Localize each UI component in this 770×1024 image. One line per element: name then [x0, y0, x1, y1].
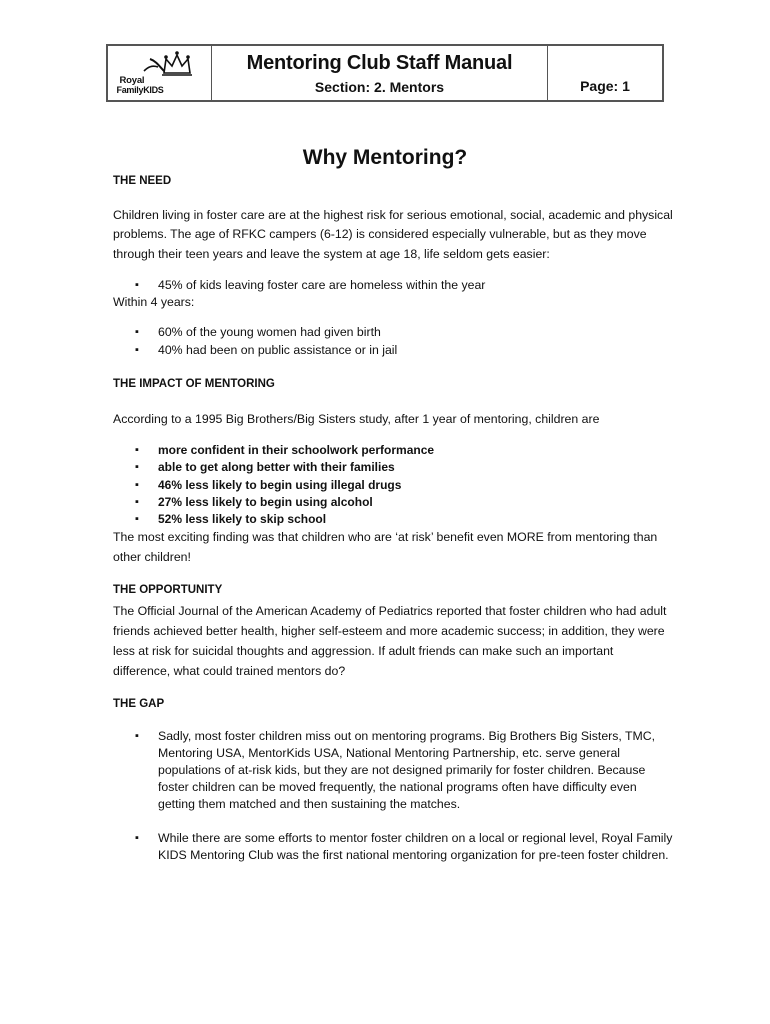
header-title-cell — [212, 46, 548, 100]
need-list-2 — [113, 324, 673, 359]
gap-list — [113, 728, 673, 864]
opportunity-paragraph: The Official Journal of the American Academy of Pediatrics reported that foster children who had adult friends achieved better health, higher self-esteem and more academic success; in addition, they were less at risk for suicidal thoughts and aggression. If adult friends can make such an important difference, what could trained mentors do? — [113, 603, 667, 678]
list-item: ▪ Sadly, most foster children miss out on mentoring programs. Big Brothers Big Sisters, TMC, Mentoring USA, MentorKids USA, National Mentoring Partnership, etc. serve general populations of at-risk kids, but they are not designed primarily for foster children. Because foster children can be moved frequently, the national programs often have difficulty even getting them matched and then sustaining the matches. — [113, 728, 673, 813]
list-item: ▪ more confident in their schoolwork performance — [113, 442, 673, 459]
document-header — [106, 44, 664, 102]
section-label: Section: 2. Mentors — [314, 79, 445, 95]
manual-title: Mentoring Club Staff Manual — [246, 52, 513, 74]
list-item: ▪ 46% less likely to begin using illegal drugs — [113, 477, 673, 494]
heading-the-need: THE NEED — [113, 175, 172, 187]
list-item: ▪ 45% of kids leaving foster care are homeless within the year — [113, 276, 673, 296]
list-item: ▪ able to get along better with their families — [113, 459, 673, 476]
list-item: ▪ 27% less likely to begin using alcohol — [113, 494, 673, 511]
heading-the-gap: THE GAP — [113, 697, 165, 710]
within-4-years: Within 4 years: — [113, 294, 195, 309]
impact-closing: The most exciting finding was that children who are ‘at risk’ benefit even MORE from mentoring than other children! — [113, 530, 658, 564]
logo-text-familykids: FamilyKIDS — [116, 85, 164, 95]
list-item: ▪ 40% had been on public assistance or in jail — [113, 342, 673, 360]
impact-intro: According to a 1995 Big Brothers/Big Sisters study, after 1 year of mentoring, children are — [113, 411, 600, 426]
logo-text-royal: Royal — [119, 75, 145, 86]
page-number: Page: 1 — [580, 78, 630, 94]
heading-the-opportunity: THE OPPORTUNITY — [113, 584, 223, 597]
need-list-1 — [113, 276, 673, 296]
logo-cell — [108, 46, 212, 100]
list-item: ▪ While there are some efforts to mentor foster children on a local or regional level, Royal Family KIDS Mentoring Club was the first national mentoring organization for pre-teen foster children. — [113, 830, 673, 864]
page-title: Why Mentoring? — [302, 146, 468, 169]
royal-family-kids-logo — [114, 49, 206, 97]
list-item: ▪ 52% less likely to skip school — [113, 511, 673, 528]
document-body — [113, 172, 673, 864]
impact-list — [113, 442, 673, 528]
list-item: ▪ 60% of the young women had given birth — [113, 324, 673, 342]
heading-impact-of-mentoring: THE IMPACT OF MENTORING — [113, 378, 275, 390]
need-paragraph: Children living in foster care are at the highest risk for serious emotional, social, academic and physical problems. The age of RFKC campers (6-12) is considered especially vulnerable, but as they move through their teen years and leave the system at age 18, life seldom gets easier: — [113, 207, 673, 261]
